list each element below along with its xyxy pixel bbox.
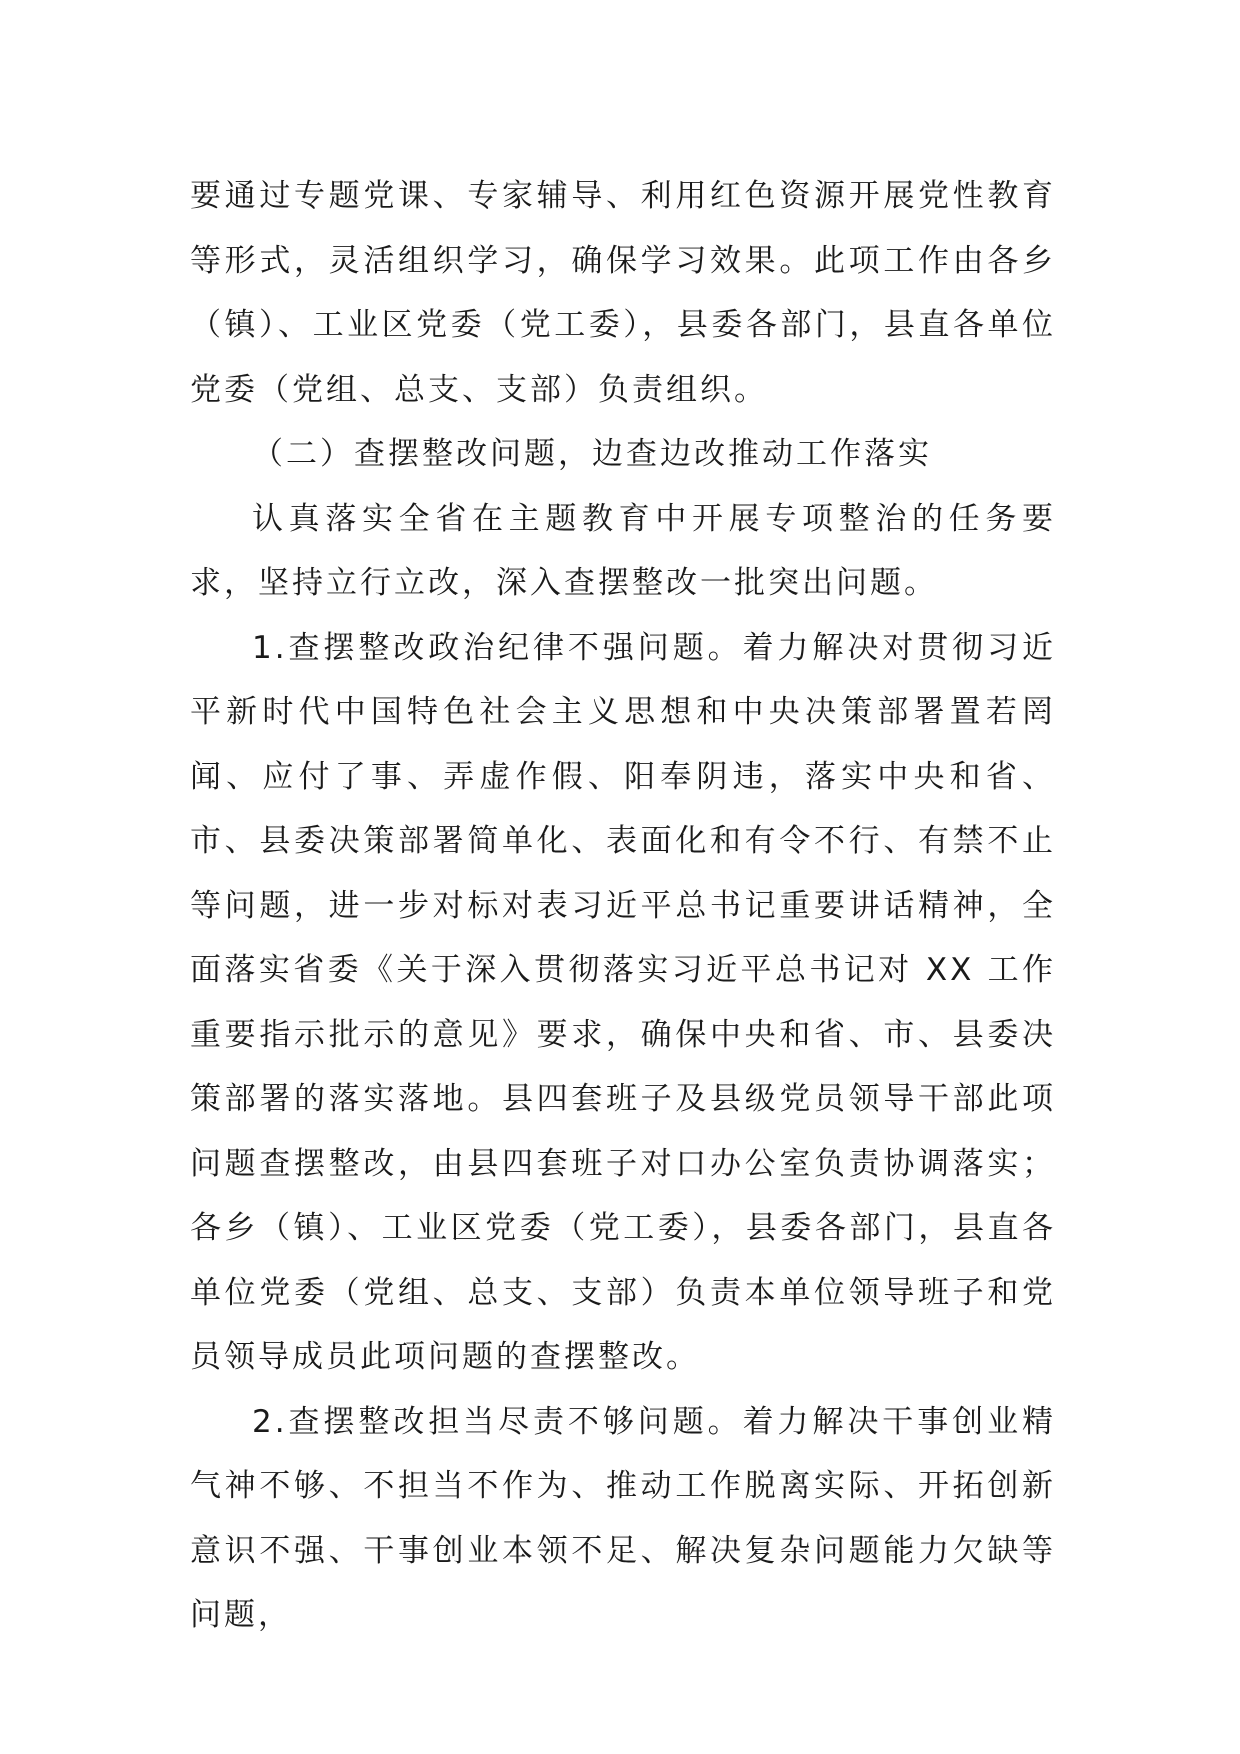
section-heading-rectification: （二）查摆整改问题，边查边改推动工作落实 [252,436,932,472]
document-body [190,164,1056,1648]
paragraph-item-2-responsibility: 2.查摆整改担当尽责不够问题。着力解决干事创业精气神不够、不担当不作为、推动工作脱离实际、开拓创新意识不强、干事创业本领不足、解决复杂问题能力欠缺等问题， [190,1403,1056,1633]
paragraph-study-forms: 要通过专题党课、专家辅导、利用红色资源开展党性教育等形式，灵活组织学习，确保学习效果。此项工作由各乡（镇）、工业区党委（党工委），县委各部门，县直各单位党委（党组、总支、支部）负责组织。 [190,178,1056,408]
paragraph-rectification-intro: 认真落实全省在主题教育中开展专项整治的任务要求，坚持立行立改，深入查摆整改一批突出问题。 [190,500,1056,601]
paragraph-item-1-political-discipline: 1.查摆整改政治纪律不强问题。着力解决对贯彻习近平新时代中国特色社会主义思想和中央决策部署置若罔闻、应付了事、弄虚作假、阳奉阴违，落实中央和省、市、县委决策部署简单化、表面化和有令不行、有禁不止等问题，进一步对标对表习近平总书记重要讲话精神，全面落实省委《关于深入贯彻落实习近平总书记对 XX 工作重要指示批示的意见》要求，确保中央和省、市、县委决策部署的落实落地。县四套班子及县级党员领导干部此项问题查摆整改，由县四套班子对口办公室负责协调落实；各乡（镇）、工业区党委（党工委），县委各部门，县直各单位党委（党组、总支、支部）负责本单位领导班子和党员领导成员此项问题的查摆整改。 [190,629,1056,1375]
